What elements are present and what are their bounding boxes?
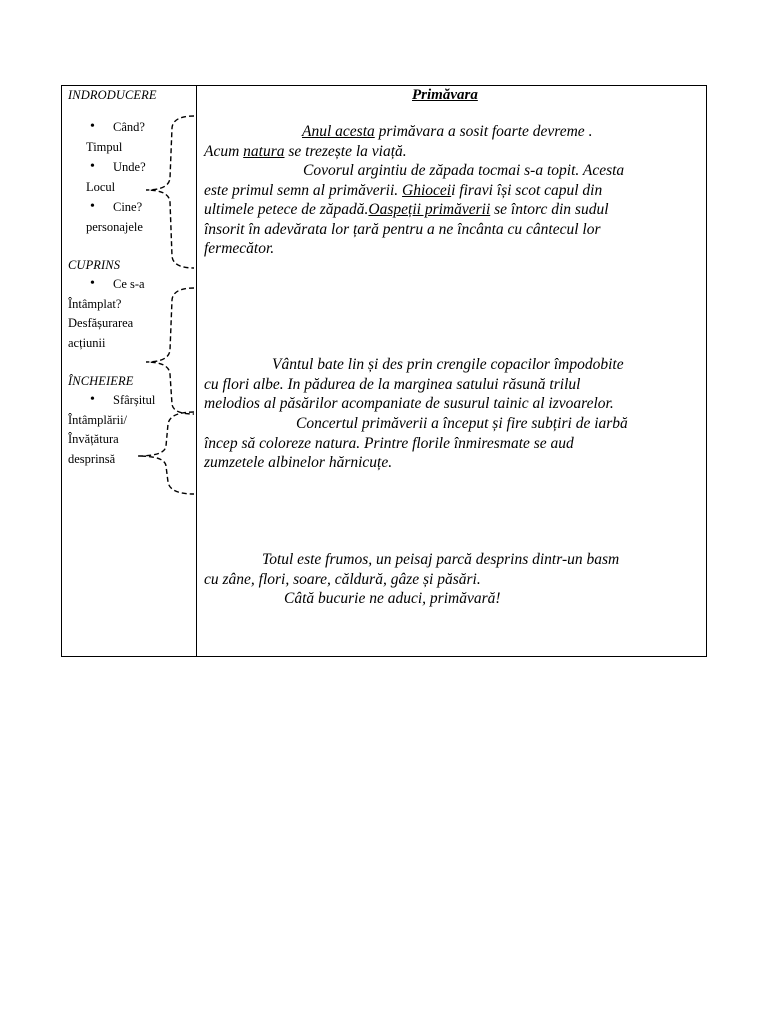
paragraph-1: Anul acesta primăvara a sosit foarte devreme . Acum natura se trezește la viață. — [204, 123, 593, 160]
list-item-answer: Locul — [86, 180, 116, 194]
intro-brace — [146, 116, 194, 268]
bullet-icon: • — [90, 276, 95, 291]
essay-title: Primăvara — [412, 87, 478, 103]
paragraph-2: Covorul argintiu de zăpada tocmai s-a topit. Acesta este primul semn al primăverii. Ghioceii firavi își scot capul din ultimele petece de zăpadă.Oaspeții primăverii se întorc din sudul însorit în adevărata lor țară pentru a ne încânta cu cântecul lor fermecător. — [204, 162, 625, 258]
bullet-icon: • — [90, 119, 95, 134]
list-item-answer: Timpul — [86, 140, 123, 154]
end-brace — [138, 412, 194, 494]
list-item-answer: Întâmplării/ — [68, 413, 128, 427]
paragraph-5: Totul este frumos, un peisaj parcă desprins dintr-un basm cu zâne, flori, soare, căldură, gâze și păsări. Câtă bucurie ne aduci, primăvară! — [204, 551, 620, 608]
end-heading: ÎNCHEIERE — [68, 374, 134, 388]
body-brace — [146, 288, 194, 414]
paragraph-3: Vântul bate lin și des prin crengile copacilor împodobite cu flori albe. In pădurea de la marginea satului răsună trilul melodios al păsărilor acompaniate de susurul tainic al izvoarelor. — [204, 356, 624, 413]
bullet-icon: • — [90, 159, 95, 174]
body-heading: CUPRINS — [68, 258, 121, 272]
list-item-answer: personajele — [86, 220, 143, 234]
intro-heading: INDRODUCERE — [68, 88, 157, 102]
outline-column: INDRODUCERE • Când? Timpul • Unde? Locul • Cine? personajele CUPRINS • Ce s-a Întâmplat? Desfășurarea acțiunii ÎNCHEIERE • Sfârșitul Întâmplării/ Învățătura desprinsă — [68, 88, 157, 466]
bullet-icon: • — [90, 392, 95, 407]
paragraph-4: Concertul primăverii a început și fire subțiri de iarbă încep să coloreze natura. Printre florile înmiresmate se aud zumzetele albinelor hărnicuțe. — [204, 415, 628, 472]
list-item-answer: Desfășurarea — [68, 316, 134, 330]
list-item-answer: acțiunii — [68, 336, 106, 350]
list-item-answer: Învățătura — [68, 432, 119, 446]
list-item-answer: Întâmplat? — [68, 297, 122, 311]
bullet-icon: • — [90, 199, 95, 214]
list-item-answer: desprinsă — [68, 452, 116, 466]
